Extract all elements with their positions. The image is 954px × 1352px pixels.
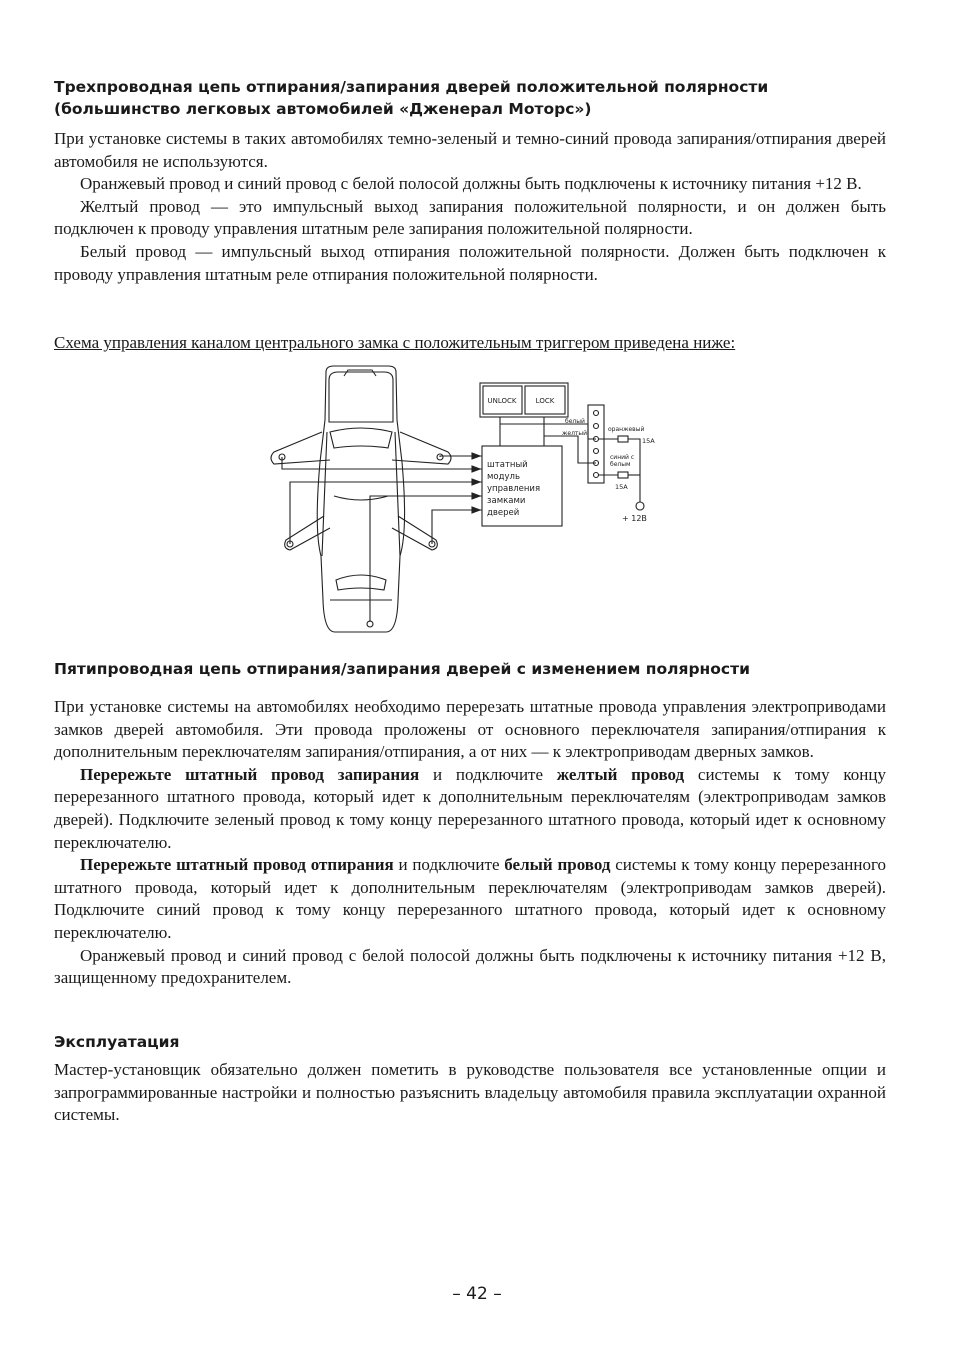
yellow-wire-text: желтый провод — [556, 764, 685, 784]
section3-heading: Эксплуатация — [54, 1033, 180, 1051]
section2-body — [54, 696, 886, 990]
unlock-label: UNLOCK — [487, 397, 517, 405]
section1-body — [54, 128, 886, 286]
lock-label: LOCK — [535, 397, 555, 405]
orange-wire-label: оранжевый — [608, 426, 645, 433]
section2-paragraph-1: При установке системы на автомобилях необходимо перерезать штатные провода управления электроприводами замков дверей автомобиля. Эти провода проложены от основного переключателя запирания/отпирания к дополнительным переключателям запирания/отпирания, а от них — к электроприводам дверных замков. — [54, 697, 886, 762]
cut-lock-wire-text: Перережьте штатный провод запирания — [80, 764, 420, 784]
section2-paragraph-3: Перережьте штатный провод отпирания и подключите белый провод системы к тому концу перерезанного штатного провода, который идет к дополнительным переключателям (электроприводам замков дверей). Подключите синий провод к тому концу перерезанного штатного провода, который идет к основному переключателю. — [54, 855, 886, 942]
door-wires — [282, 456, 482, 627]
section1-paragraph-4: Белый провод — импульсный выход отпирания положительной полярности. Должен быть подключен к проводу управления штатным реле отпирания положительной полярности. — [54, 241, 886, 284]
power-terminal — [636, 502, 644, 510]
section1-paragraph-2: Оранжевый провод и синий провод с белой полосой должны быть подключены к источнику питания +12 В. — [80, 174, 862, 194]
module-label-5: дверей — [487, 508, 520, 518]
blue-white-wire-label-2: белым — [610, 461, 631, 468]
section1-paragraph-1: При установке системы в таких автомобилях темно-зеленый и темно-синий провода запирания/отпирания дверей автомобиля не используются. — [54, 129, 886, 171]
car-body-outline — [317, 366, 404, 632]
module-label-2: модуль — [487, 472, 520, 482]
yellow-wire-label: желтый — [562, 430, 588, 437]
power-label: + 12В — [622, 514, 647, 523]
blue-white-wire-label-1: синий с — [610, 454, 635, 461]
section1-paragraph-3: Желтый провод — это импульсный выход запирания положительной полярности, и он должен быть подключен к проводу управления штатным реле запирания положительной полярности. — [54, 196, 886, 239]
fuse-2 — [618, 472, 628, 478]
fuse-1 — [618, 436, 628, 442]
section1-heading-line2: (большинство легковых автомобилей «Дженерал Моторс») — [54, 100, 592, 118]
page-number: – 42 – — [452, 1284, 502, 1304]
section1-heading-line1: Трехпроводная цепь отпирания/запирания дверей положительной полярности — [54, 78, 769, 96]
module-label-4: замками — [487, 496, 526, 506]
section3-body — [54, 1059, 886, 1127]
section2-paragraph-4: Оранжевый провод и синий провод с белой полосой должны быть подключены к источнику питания +12 В, защищенному предохранителем. — [54, 945, 886, 988]
section1-heading — [54, 76, 904, 120]
white-wire-label: белый — [565, 418, 585, 425]
wiring-diagram — [262, 362, 672, 636]
cut-unlock-wire-text: Перережьте штатный провод отпирания — [80, 855, 394, 875]
diagram-caption: Схема управления каналом центрального замка с положительным триггером приведена ниже: — [54, 333, 736, 352]
section2-heading: Пятипроводная цепь отпирания/запирания дверей с изменением полярности — [54, 660, 750, 678]
section2-paragraph-2: Перережьте штатный провод запирания и подключите желтый провод системы к тому концу перерезанного штатного провода, который идет к дополнительным переключателям (электроприводам замков дверей). Подключите зеленый провод к тому концу перерезанного штатного провода, который идет к основному переключателю. — [54, 764, 886, 852]
wire-arrows — [472, 453, 480, 513]
module-label-3: управления — [487, 484, 541, 494]
module-label-1: штатный — [487, 460, 528, 470]
fuse-2-label: 15A — [615, 483, 628, 491]
alarm-connector — [588, 405, 604, 483]
white-wire-text: белый провод — [504, 855, 611, 875]
fuse-1-label: 15A — [642, 437, 655, 445]
section3-paragraph-1: Мастер-установщик обязательно должен пометить в руководстве пользователя все установленные опции и запрограммированные настройки и полностью разъяснить владельцу автомобиля правила эксплуатации охранной системы. — [54, 1060, 886, 1125]
